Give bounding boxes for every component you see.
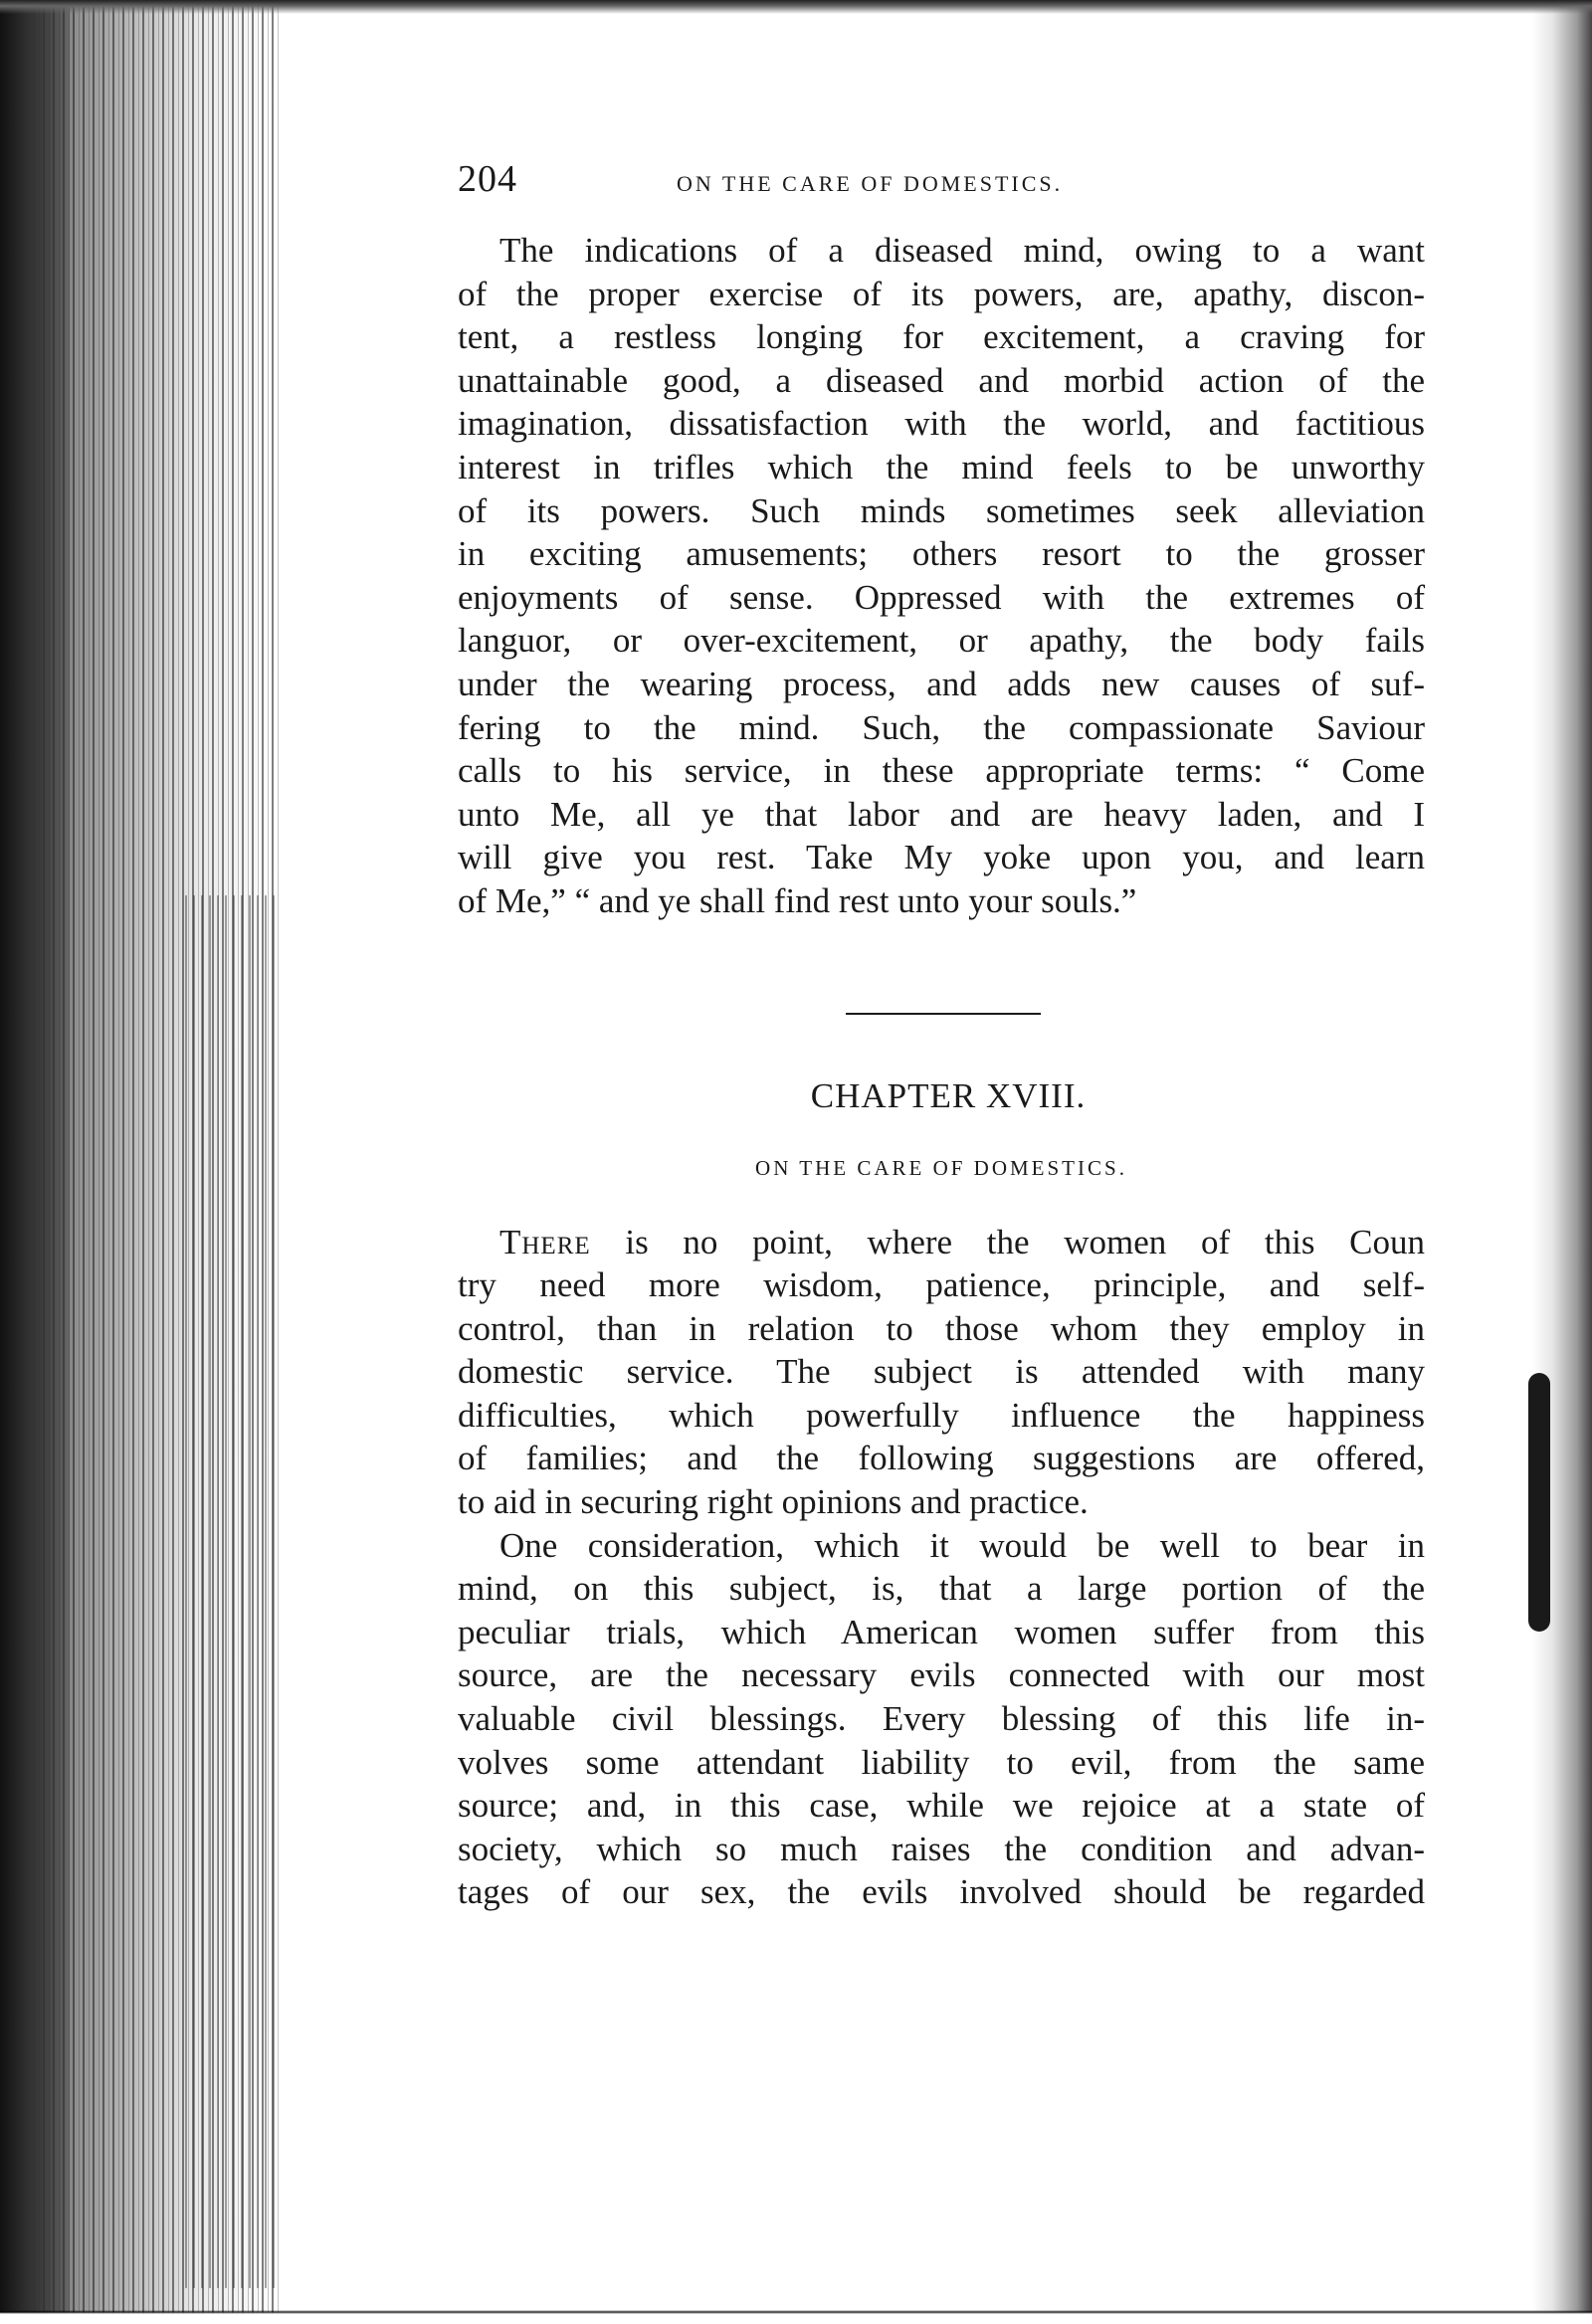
book-page (458, 149, 1425, 1914)
paragraph-line: of families; and the following suggestions are offered, (458, 1439, 1425, 1478)
paragraph-line: society, which so much raises the condition and advan- (458, 1829, 1425, 1868)
paragraph-line: peculiar trials, which American women suffer from this (458, 1612, 1425, 1651)
running-title: ON THE CARE OF DOMESTICS. (677, 171, 1064, 196)
paragraph-first-line (458, 1221, 1425, 1264)
paragraph-line: of its powers. Such minds sometimes seek alleviation (458, 490, 1425, 530)
chapter-subtitle: ON THE CARE OF DOMESTICS. (755, 1155, 1127, 1180)
drop-word: There (499, 1222, 591, 1261)
running-head (458, 149, 1425, 209)
page-stack-edges (179, 895, 279, 2288)
paragraph-line: The indications of a diseased mind, owing to a want (499, 231, 1425, 270)
paragraph-2 (458, 1221, 1425, 1524)
paragraph-line: tages of our sex, the evils involved should be regarded (458, 1872, 1425, 1912)
paragraph-line: tent, a restless longing for excitement, a craving for (458, 317, 1425, 357)
first-line-text: is no point, where the women of this Coun (590, 1222, 1425, 1261)
paragraph-line: valuable civil blessings. Every blessing of this life in- (458, 1699, 1425, 1739)
book-spine-edge (0, 0, 70, 2324)
paragraph-line: interest in trifles which the mind feels to be unworthy (458, 447, 1425, 486)
paragraph-line: languor, or over-excitement, or apathy, the body fails (458, 621, 1425, 661)
right-edge-ink-blot (1528, 1373, 1550, 1632)
paragraph-line: will give you rest. Take My yoke upon you, and learn (458, 838, 1425, 877)
top-page-edge (0, 0, 1592, 14)
paragraph-line: source, are the necessary evils connected with our most (458, 1655, 1425, 1695)
right-page-edge (1532, 0, 1592, 2324)
page-number: 204 (458, 158, 517, 200)
paragraph-line: imagination, dissatisfaction with the world, and factitious (458, 404, 1425, 444)
paragraph-line: mind, on this subject, is, that a large portion of the (458, 1569, 1425, 1609)
paragraph-line: under the wearing process, and adds new causes of suf- (458, 664, 1425, 703)
chapter-title: CHAPTER XVIII. (810, 1075, 1087, 1115)
paragraph-line: domestic service. The subject is attended with many (458, 1352, 1425, 1392)
paragraph-1 (458, 229, 1425, 923)
paragraph-line: try need more wisdom, patience, principle, and self- (458, 1265, 1425, 1305)
paragraph-line: difficulties, which powerfully influence the happiness (458, 1395, 1425, 1435)
paragraph-3 (458, 1524, 1425, 1914)
paragraph-line: unto Me, all ye that labor and are heavy laden, and I (458, 794, 1425, 834)
bottom-page-edge (0, 2284, 1592, 2324)
paragraph-line: volves some attendant liability to evil, from the same (458, 1742, 1425, 1782)
paragraph-line: fering to the mind. Such, the compassionate Saviour (458, 707, 1425, 747)
paragraph-line: of Me,” “ and ye shall find rest unto your souls.” (458, 880, 1137, 920)
paragraph-line: unattainable good, a diseased and morbid action of the (458, 360, 1425, 400)
paragraph-line: enjoyments of sense. Oppressed with the extremes of (458, 577, 1425, 617)
paragraph-line: source; and, in this case, while we rejoice at a state of (458, 1786, 1425, 1826)
paragraph-line: calls to his service, in these appropriate terms: “ Come (458, 751, 1425, 791)
paragraph-line: in exciting amusements; others resort to the grosser (458, 534, 1425, 574)
paragraph-line: control, than in relation to those whom they employ in (458, 1308, 1425, 1348)
paragraph-line: to aid in securing right opinions and practice. (458, 1482, 1089, 1522)
section-divider-rule (846, 1013, 1041, 1015)
paragraph-line: of the proper exercise of its powers, are, apathy, discon- (458, 274, 1425, 313)
paragraph-line: One consideration, which it would be well to bear in (499, 1525, 1425, 1565)
